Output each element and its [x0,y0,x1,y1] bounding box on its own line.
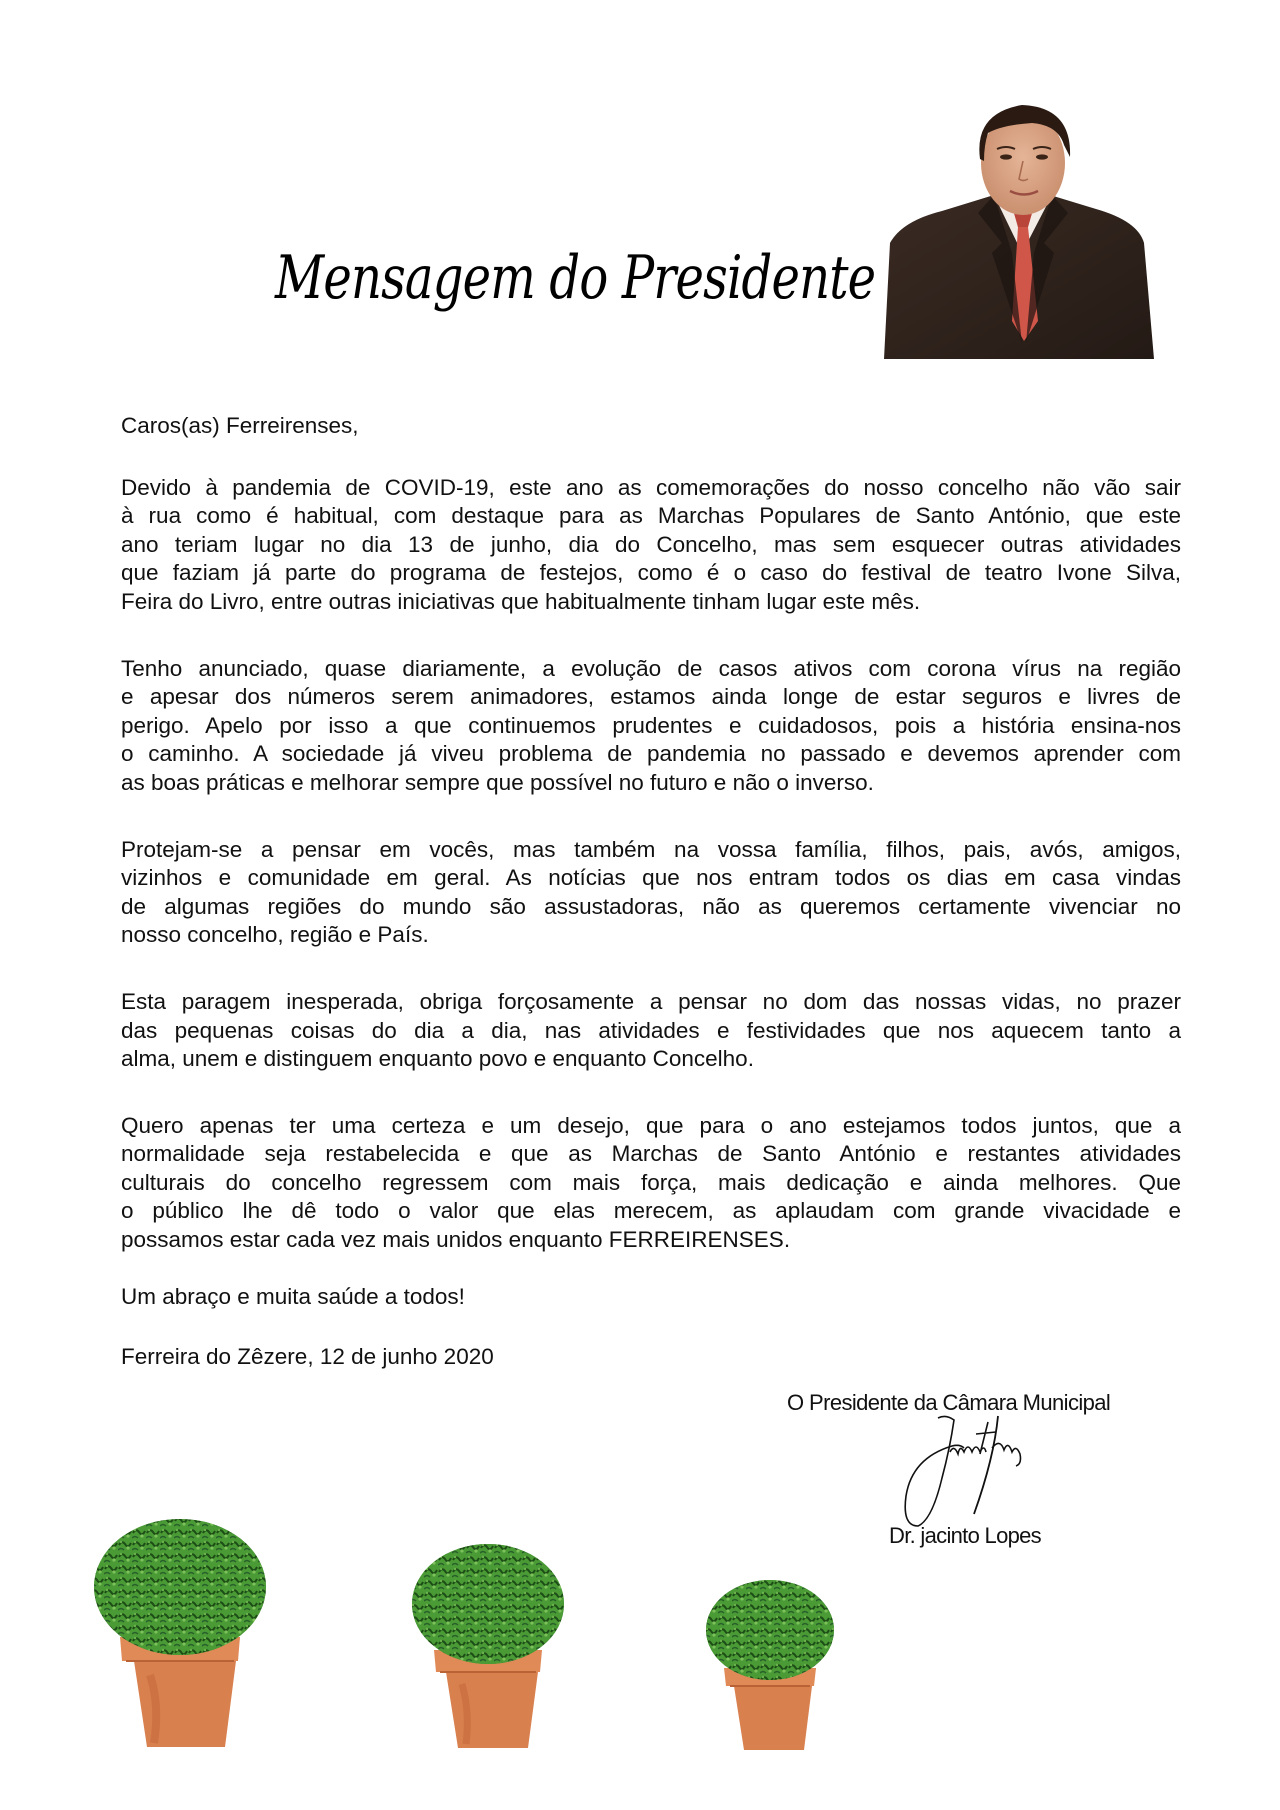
paragraph-line: Devido à pandemia de COVID-19, este ano as comemorações do nosso concelho não vão sair [121,474,1181,500]
paragraph-line: perigo. Apelo por isso a que continuemos prudentes e cuidadosos, pois a história ensina-nos [121,712,1181,738]
salutation: Caros(as) Ferreirenses, [121,413,359,438]
paragraph-line: Protejam-se a pensar em vocês, mas também na vossa família, filhos, pais, avós, amigos, [121,836,1181,862]
letter-body [121,412,1181,1293]
paragraph-line: Quero apenas ter uma certeza e um desejo, que para o ano estejamos todos juntos, que a [121,1112,1181,1138]
paragraph [121,474,1181,617]
signatory-role: O Presidente da Câmara Municipal [787,1390,1111,1415]
paragraph-line: o público lhe dê todo o valor que elas merecem, as aplaudam com grande vivacidade e [121,1198,1181,1224]
signatory-name: Dr. jacinto Lopes [889,1523,1041,1548]
president-photo [882,103,1160,359]
paragraph [121,1112,1181,1255]
paragraph-line: de algumas regiões do mundo são assustadoras, não as queremos certamente vivenciar no [121,893,1181,919]
paragraph-line: Esta paragem inesperada, obriga forçosamente a pensar no dom das nossas vidas, no prazer [121,988,1181,1014]
paragraph-line: nosso concelho, região e País. [121,922,429,948]
paragraph-line: o caminho. A sociedade já viveu problema de pandemia no passado e devemos aprender com [121,741,1181,767]
paragraph-line: culturais do concelho regressem com mais força, mais dedicação e ainda melhores. Que [121,1169,1181,1195]
paragraph-line: que faziam já parte do programa de festejos, como é o caso do festival de teatro Ivone Silva, [121,560,1181,586]
paragraph-line: à rua como é habitual, com destaque para as Marchas Populares de Santo António, que este [121,503,1181,529]
paragraph-line: vizinhos e comunidade em geral. As notícias que nos entram todos os dias em casa vindas [121,865,1181,891]
paragraph-line: possamos estar cada vez mais unidos enquanto FERREIRENSES. [121,1227,791,1253]
paragraph-line: e apesar dos números serem animadores, estamos ainda longe de estar seguros e livres de [121,684,1181,710]
signature-image [880,1408,1060,1538]
paragraph-line: alma, unem e distinguem enquanto povo e enquanto Concelho. [121,1046,754,1072]
topiary-pot-large-icon [90,1515,270,1755]
paragraph [121,988,1181,1074]
paragraph-line: Feira do Livro, entre outras iniciativas que habitualmente tinham lugar este mês. [121,588,921,614]
paragraph-line: ano teriam lugar no dia 13 de junho, dia do Concelho, mas sem esquecer outras atividades [121,531,1181,557]
paragraph [121,836,1181,950]
handwritten-signature [880,1408,1060,1538]
paragraph-line: das pequenas coisas do dia a dia, nas atividades e festividades que nos aquecem tanto a [121,1017,1181,1043]
place-date: Ferreira do Zêzere, 12 de junho 2020 [121,1344,494,1369]
portrait-image [882,103,1160,359]
paragraph [121,655,1181,798]
paragraph-line: normalidade seja restabelecida e que as Marchas de Santo António e restantes atividades [121,1141,1181,1167]
paragraph-line: as boas práticas e melhorar sempre que possível no futuro e não o inverso. [121,769,874,795]
paragraph-line: Tenho anunciado, quase diariamente, a evolução de casos ativos com corona vírus na região [121,655,1181,681]
topiary-pot-small-icon [704,1578,836,1754]
page-title-text: Mensagem do Presidente [275,243,876,313]
closing-line: Um abraço e muita saúde a todos! [121,1284,465,1309]
page-title [275,238,876,328]
topiary-pot-medium-icon [410,1542,566,1754]
